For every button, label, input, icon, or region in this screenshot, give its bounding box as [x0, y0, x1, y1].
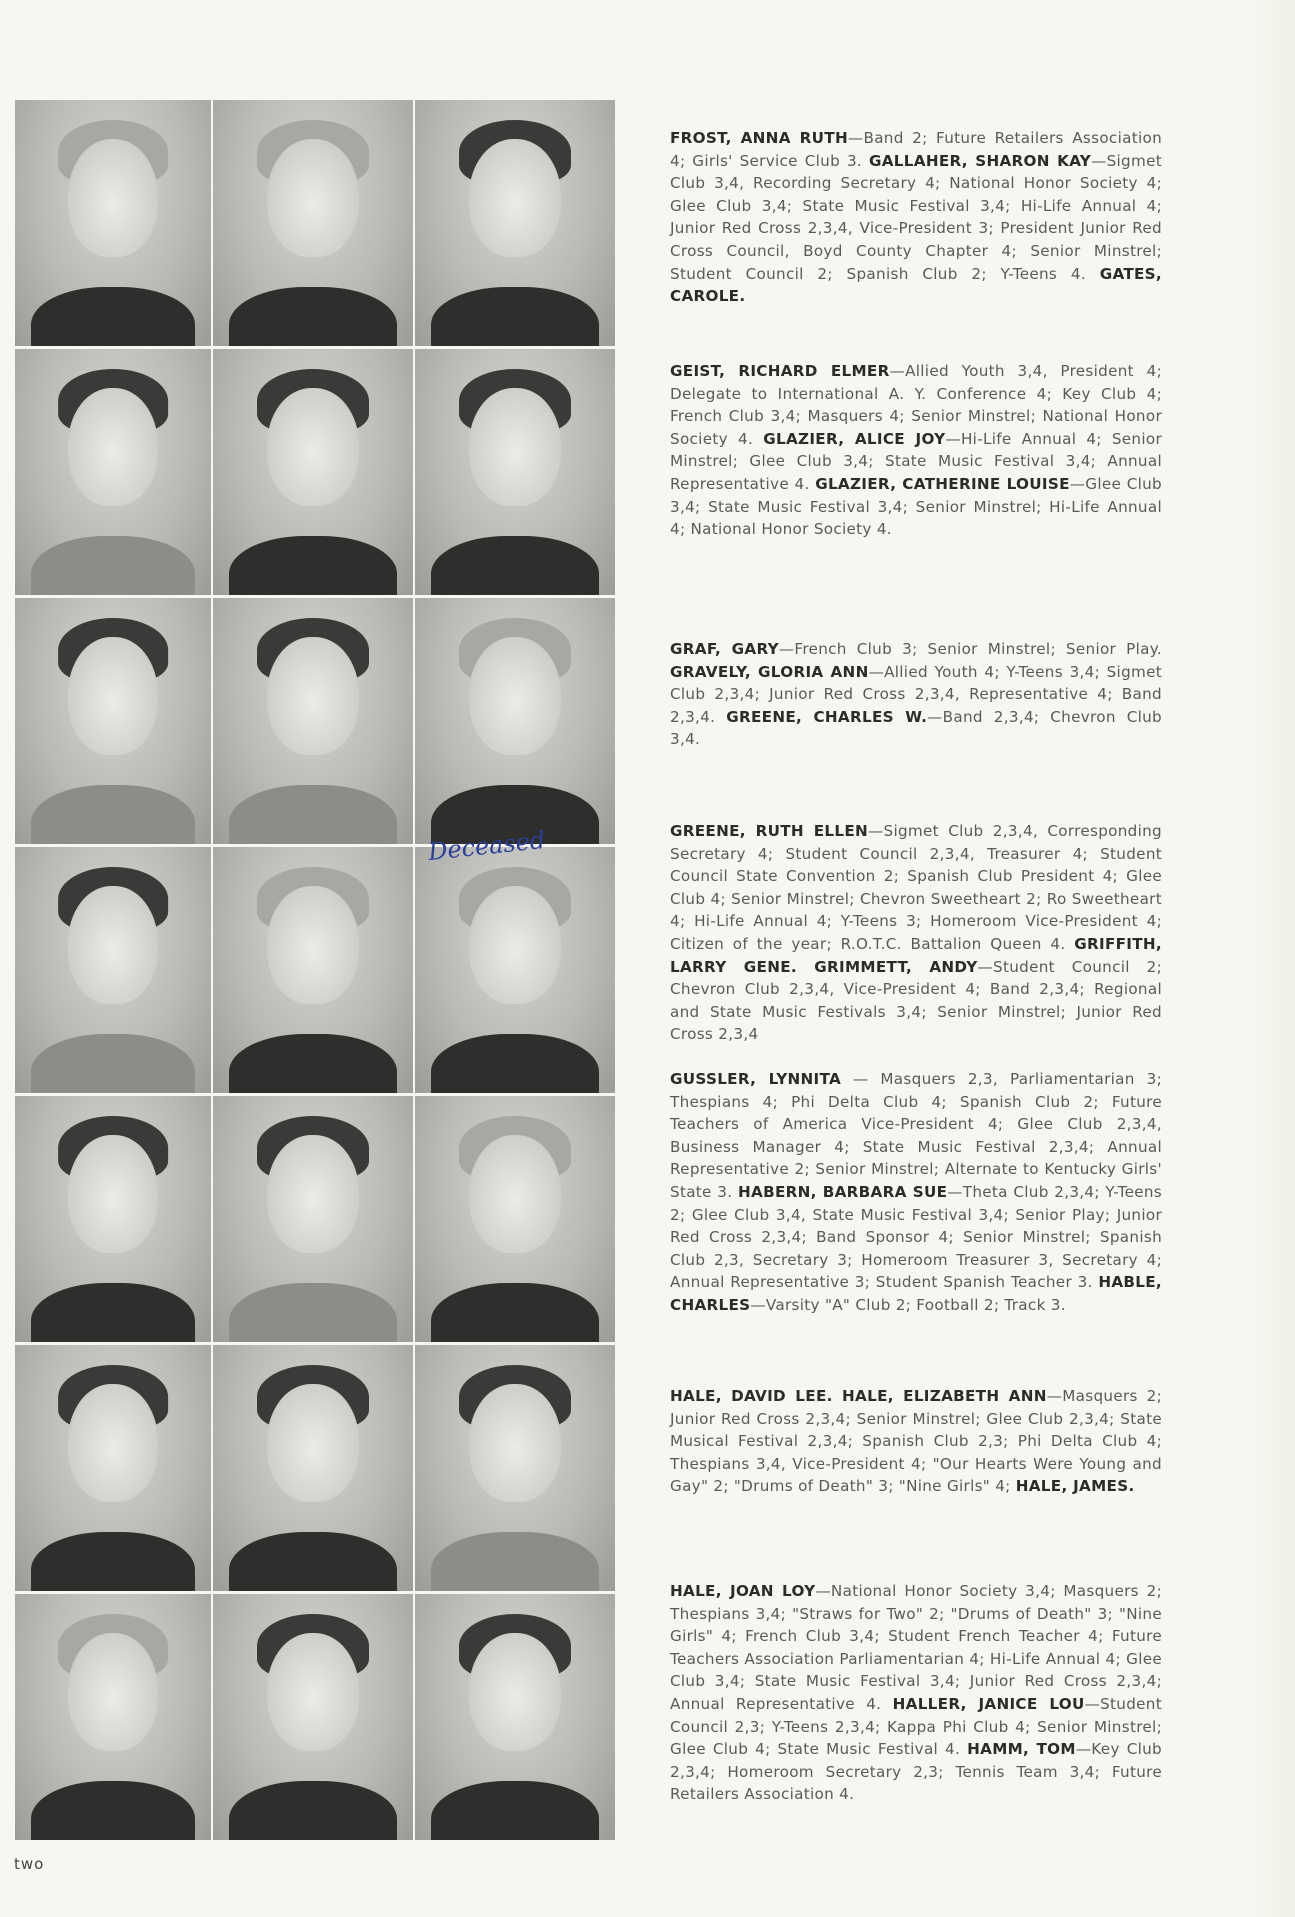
- portrait-face: [267, 637, 359, 755]
- portrait-face: [469, 139, 561, 257]
- biography-entry: [670, 1068, 1162, 1317]
- student-name: GRAVELY, GLORIA ANN: [670, 662, 869, 681]
- portrait-clothing: [31, 536, 196, 595]
- activity-list: —Band 2,3,4; Chevron Club 3,4.: [670, 707, 1162, 749]
- portrait-grid: [15, 100, 615, 1840]
- student-name: HALE, DAVID LEE. HALE, ELIZABETH ANN: [670, 1387, 1047, 1405]
- portrait-clothing: [431, 536, 599, 595]
- portrait-face: [267, 1633, 359, 1751]
- page-number: two: [14, 1855, 45, 1873]
- activity-list: —Varsity "A" Club 2; Football 2; Track 3.: [750, 1295, 1066, 1314]
- student-name: GRIFFITH, LARRY GENE. GRIMMETT, ANDY: [670, 934, 1162, 976]
- activity-list: —Student Council 2; Chevron Club 2,3,4, Vice-President 4; Band 2,3,4; Regional and State Music Festivals 3,4; Senior Minstrel; Junior Red Cross 2,3,4: [670, 957, 1162, 1044]
- portrait-face: [267, 886, 359, 1004]
- biography-entry: [670, 638, 1162, 751]
- portrait-clothing: [229, 1283, 397, 1342]
- portrait-clothing: [431, 1283, 599, 1342]
- student-portrait: [415, 100, 615, 346]
- student-portrait: [15, 1096, 211, 1342]
- portrait-face: [68, 388, 158, 506]
- portrait-clothing: [229, 1532, 397, 1591]
- handwritten-note: Deceased: [426, 825, 547, 867]
- student-name: GEIST, RICHARD ELMER: [670, 362, 890, 380]
- portrait-clothing: [229, 1781, 397, 1840]
- student-name: GREENE, RUTH ELLEN: [670, 822, 869, 840]
- activity-list: —Band 2; Future Retailers Association 4; Girls' Service Club 3.: [670, 129, 1162, 170]
- activity-list: —Theta Club 2,3,4; Y-Teens 2; Glee Club 3,4, State Music Festival 3,4; Senior Play; Junior Red Cross 2,3,4; Band Sponsor 4; Senior Minstrel; Spanish Club 2,3, Secretary 3; Homeroom Treasurer 3, Secretary 4; Annual Representative 3; Student Spanish Teacher 3.: [670, 1182, 1162, 1292]
- portrait-clothing: [229, 1034, 397, 1093]
- biography-entry: [670, 1580, 1162, 1806]
- portrait-clothing: [31, 1283, 196, 1342]
- portrait-clothing: [229, 785, 397, 844]
- activity-list: —Sigmet Club 3,4, Recording Secretary 4; National Honor Society 4; Glee Club 3,4; State Music Festival 3,4; Hi-Life Annual 4; Junior Red Cross 2,3,4, Vice-President 3; President Junior Red Cross Council, Boyd County Chapter 4; Senior Minstrel; Student Council 2; Spanish Club 2; Y-Teens 4.: [670, 151, 1162, 283]
- activity-list: — Masquers 2,3, Parliamentarian 3; Thespians 4; Phi Delta Club 4; Spanish Club 2; Future Teachers of America Vice-President 4; Glee Club 2,3,4, Business Manager 4; State Music Festival 2,3,4; Annual Representative 2; Senior Minstrel; Alternate to Kentucky Girls' State 3.: [670, 1070, 1162, 1201]
- activity-list: —Student Council 2,3; Y-Teens 2,3,4; Kappa Phi Club 4; Senior Minstrel; Glee Club 4; State Music Festival 4.: [670, 1694, 1162, 1759]
- portrait-face: [68, 1384, 158, 1502]
- portrait-clothing: [31, 287, 196, 346]
- student-name: GUSSLER, LYNNITA: [670, 1070, 842, 1088]
- student-name: GRAF, GARY: [670, 640, 779, 658]
- student-portrait: [415, 349, 615, 595]
- student-name: HAMM, TOM: [967, 1740, 1076, 1759]
- biography-entry: [670, 127, 1162, 308]
- portrait-face: [68, 139, 158, 257]
- student-portrait: [213, 1096, 413, 1342]
- activity-list: —Key Club 2,3,4; Homeroom Secretary 2,3; Tennis Team 3,4; Future Retailers Association 4.: [670, 1740, 1162, 1804]
- portrait-face: [68, 1633, 158, 1751]
- student-name: HALLER, JANICE LOU: [892, 1694, 1085, 1713]
- student-portrait: [415, 1594, 615, 1840]
- portrait-clothing: [431, 1781, 599, 1840]
- student-portrait: [213, 598, 413, 844]
- portrait-face: [469, 1633, 561, 1751]
- student-name: GLAZIER, CATHERINE LOUISE: [815, 474, 1070, 493]
- portrait-face: [68, 1135, 158, 1253]
- portrait-clothing: [31, 1781, 196, 1840]
- student-name: FROST, ANNA RUTH: [670, 129, 848, 147]
- student-portrait: [213, 847, 413, 1093]
- portrait-face: [267, 1135, 359, 1253]
- activity-list: —Masquers 2; Junior Red Cross 2,3,4; Senior Minstrel; Glee Club 2,3,4; State Musical Festival 2,3,4; Spanish Club 2,3; Phi Delta Club 4; Thespians 3,4, Vice-President 4; "Our Hearts Were Young and Gay" 2; "Drums of Death" 3; "Nine Girls" 4;: [670, 1387, 1162, 1496]
- student-name: GATES, CAROLE.: [670, 264, 1162, 306]
- portrait-face: [469, 1135, 561, 1253]
- portrait-clothing: [431, 287, 599, 346]
- portrait-face: [469, 388, 561, 506]
- student-portrait: [415, 1096, 615, 1342]
- activity-list: —Glee Club 3,4; State Music Festival 3,4; Senior Minstrel; Hi-Life Annual 4; National Honor Society 4.: [670, 474, 1162, 539]
- student-name: HALE, JOAN LOY: [670, 1582, 816, 1600]
- portrait-face: [469, 1384, 561, 1502]
- portrait-face: [68, 886, 158, 1004]
- portrait-clothing: [229, 287, 397, 346]
- student-portrait: [415, 598, 615, 844]
- student-portrait: [15, 1345, 211, 1591]
- biography-entry: [670, 1385, 1162, 1498]
- biography-entry: [670, 360, 1162, 541]
- student-portrait: [415, 1345, 615, 1591]
- activity-list: —Allied Youth 3,4, President 4; Delegate to International A. Y. Conference 4; Key Club 4; French Club 3,4; Masquers 4; Senior Minstrel; National Honor Society 4.: [670, 362, 1162, 448]
- biography-entry: [670, 820, 1162, 1046]
- activity-list: —French Club 3; Senior Minstrel; Senior Play.: [778, 640, 1162, 658]
- activity-list: —National Honor Society 3,4; Masquers 2; Thespians 3,4; "Straws for Two" 2; "Drums of Death" 3; "Nine Girls" 4; French Club 3,4; Student French Teacher 4; Future Teachers Association Parliamentarian 4; Hi-Life Annual 4; Glee Club 3,4; State Music Festival 3,4; Junior Red Cross 2,3,4; Annual Representative 4.: [670, 1582, 1162, 1713]
- portrait-face: [68, 637, 158, 755]
- student-name: HABERN, BARBARA SUE: [738, 1182, 948, 1201]
- student-name: GLAZIER, ALICE JOY: [763, 429, 946, 448]
- page-edge-shading: [1255, 0, 1295, 1917]
- activity-list: —Hi-Life Annual 4; Senior Minstrel; Glee Club 3,4; State Music Festival 3,4; Annual Representative 4.: [670, 429, 1162, 493]
- student-portrait: [213, 1345, 413, 1591]
- student-name: GREENE, CHARLES W.: [726, 707, 928, 726]
- portrait-clothing: [431, 1034, 599, 1093]
- portrait-clothing: [431, 1532, 599, 1591]
- activity-list: —Sigmet Club 2,3,4, Corresponding Secretary 4; Student Council 2,3,4, Treasurer 4; Student Council State Convention 2; Spanish Club President 4; Glee Club 4; Senior Minstrel; Chevron Sweetheart 2; Ro Sweetheart 4; Hi-Life Annual 4; Y-Teens 3; Homeroom Vice-President 4; Citizen of the year; R.O.T.C. Battalion Queen 4.: [670, 822, 1162, 953]
- student-name: HALE, JAMES.: [1015, 1477, 1135, 1496]
- student-portrait: [15, 598, 211, 844]
- student-portrait: [15, 349, 211, 595]
- student-portrait: [213, 100, 413, 346]
- portrait-face: [267, 1384, 359, 1502]
- portrait-clothing: [31, 1532, 196, 1591]
- student-portrait: [15, 847, 211, 1093]
- portrait-face: [267, 139, 359, 257]
- portrait-clothing: [31, 785, 196, 844]
- student-name: GALLAHER, SHARON KAY: [868, 151, 1092, 170]
- portrait-face: [267, 388, 359, 506]
- student-portrait: [213, 1594, 413, 1840]
- portrait-clothing: [229, 536, 397, 595]
- student-portrait: [15, 100, 211, 346]
- portrait-clothing: [31, 1034, 196, 1093]
- student-portrait: [15, 1594, 211, 1840]
- student-name: HABLE, CHARLES: [670, 1273, 1162, 1314]
- portrait-face: [469, 886, 561, 1004]
- portrait-face: [469, 637, 561, 755]
- student-portrait: [415, 847, 615, 1093]
- student-portrait: [213, 349, 413, 595]
- activity-list: —Allied Youth 4; Y-Teens 3,4; Sigmet Club 2,3,4; Junior Red Cross 2,3,4, Representative 4; Band 2,3,4.: [670, 662, 1162, 726]
